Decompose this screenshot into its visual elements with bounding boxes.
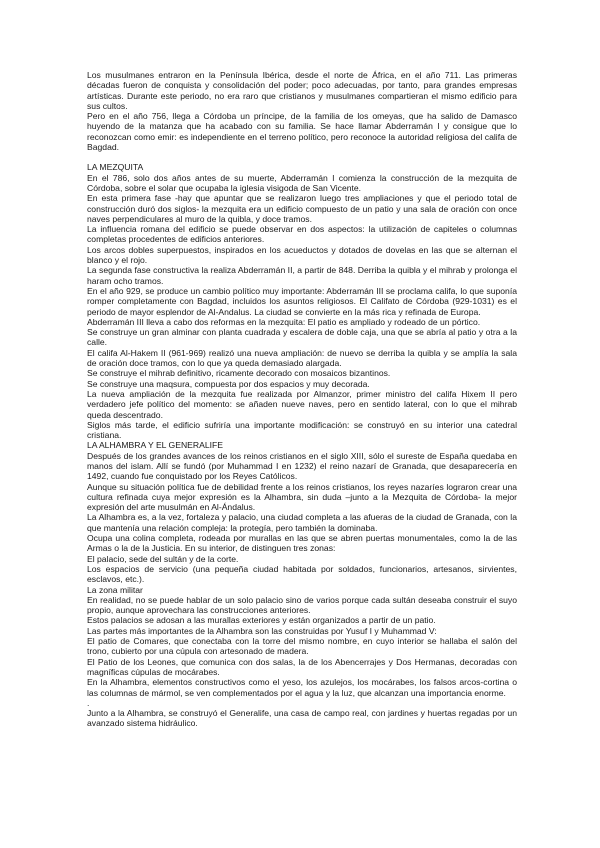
alhambra-paragraph: La zona militar bbox=[87, 584, 143, 595]
closing-paragraph: Junto a la Alhambra, se construyó el Generalife, una casa de campo real, con jardines y huertas regadas por un avanzado sistema hidráulico. bbox=[87, 707, 517, 729]
mezquita-paragraph: Abderramán III lleva a cabo dos reformas en la mezquita: El patio es ampliado y rodeado de un pórtico. bbox=[87, 316, 481, 327]
document-page bbox=[87, 70, 517, 728]
section-spacer bbox=[87, 152, 517, 162]
alhambra-heading: LA ALHAMBRA Y EL GENERALIFE bbox=[87, 440, 223, 451]
alhambra-paragraph: El patio de Comares, que conectaba con la torre del mismo nombre, en cuyo interior se hallaba el salón del trono, cubierto por una cúpula con artesonado de madera. bbox=[87, 636, 517, 657]
alhambra-paragraph: En la Alhambra, elementos constructivos como el yeso, los azulejos, los mocárabes, los falsos arcos-cortina o las columnas de mármol, se ven complementados por el agua y la luz, que alcanzan una importancia enorme. bbox=[87, 677, 517, 698]
alhambra-paragraph: Los espacios de servicio (una pequeña ciudad habitada por soldados, funcionarios, artesanos, sirvientes, esclavos, etc.). bbox=[87, 563, 517, 585]
mezquita-paragraph: Se construye un gran alminar con planta cuadrada y escalera de doble caja, una que se abría al patio y otra a la calle. bbox=[87, 327, 517, 348]
alhambra-paragraph: En realidad, no se puede hablar de un solo palacio sino de varios porque cada sultán deseaba construir el suyo propio, aunque aprovechara las construcciones anteriores. bbox=[87, 594, 517, 616]
mezquita-paragraph: Se construye el mihrab definitivo, ricamente decorado con mosaicos bizantinos. bbox=[87, 368, 391, 379]
intro-paragraph-2: Pero en el año 756, llega a Córdoba un príncipe, de la familia de los omeyas, que ha salido de Damasco huyendo de la matanza que ha acabado con su familia. Se hace llamar Abderramán I y consigue que lo reconozcan como emir: es independiente en el terreno político, pero reconoce la autoridad religiosa del califa de Bagdad. bbox=[87, 111, 517, 153]
intro-paragraph-1: Los musulmanes entraron en la Península Ibérica, desde el norte de África, en el año 711. Las primeras décadas fueron de conquista y consolidación del poder; poco adecuadas, por tanto, para grandes empresas artísticas. Durante este periodo, no era raro que cristianos y musulmanes compartieran el mismo edificio para sus cultos. bbox=[87, 70, 517, 111]
alhambra-paragraph: Ocupa una colina completa, rodeada por murallas en las que se abren puertas monumentales, como la de las Armas o la de la Justicia. En su interior, de distinguen tres zonas: bbox=[87, 533, 517, 554]
alhambra-paragraph: El Patio de los Leones, que comunica con dos salas, la de los Abencerrajes y Dos Hermanas, decoradas con magníficas cúpulas de mocárabes. bbox=[87, 656, 517, 677]
alhambra-paragraph: El palacio, sede del sultán y de la corte. bbox=[87, 553, 239, 564]
mezquita-paragraph: En el 786, solo dos años antes de su muerte, Abderramán I comienza la construcción de la mezquita de Córdoba, sobre el solar que ocupaba la iglesia visigoda de San Vicente. bbox=[87, 172, 517, 193]
mezquita-paragraph: Los arcos dobles superpuestos, inspirados en los acueductos y dotados de dovelas en las que se alternan el blanco y el rojo. bbox=[87, 244, 517, 266]
alhambra-paragraph: Aunque su situación política fue de debilidad frente a los reinos cristianos, los reyes nazaríes lograron crear una cultura refinada cuya mejor expresión es la Alhambra, sin duda –junto a la Mezquita de Córdoba- la mejor expresión del arte musulmán en Al-Ándalus. bbox=[87, 481, 517, 513]
mezquita-paragraph: La nueva ampliación de la mezquita fue realizada por Almanzor, primer ministro del califa Hixem II pero verdadero jefe político del momento: se añaden nueve naves, pero en sentido lateral, con lo que el mihrab queda descentrado. bbox=[87, 388, 517, 420]
mezquita-heading: LA MEZQUITA bbox=[87, 162, 144, 173]
alhambra-paragraph: Las partes más importantes de la Alhambra son las construidas por Yusuf I y Muhammad V: bbox=[87, 625, 437, 636]
mezquita-paragraph: Se construye una maqsura, compuesta por dos espacios y muy decorada. bbox=[87, 378, 370, 389]
mezquita-paragraph: En el año 929, se produce un cambio político muy importante: Abderramán III se proclama califa, lo que suponía romper completamente con Bagdad, incluidos los asuntos religiosos. El Califato de Córdoba (929-1031) es el periodo de mayor esplendor de Al-Andalus. La ciudad se convierte en la más rica y refinada de Europa. bbox=[87, 285, 517, 317]
mezquita-paragraph: La segunda fase constructiva la realiza Abderramán II, a partir de 848. Derriba la quibla y el mihrab y prolonga el haram ocho tramos. bbox=[87, 265, 517, 286]
mezquita-paragraph: La influencia romana del edificio se puede observar en dos aspectos: la utilización de capiteles o columnas completas procedentes de edificios anteriores. bbox=[87, 224, 517, 245]
stray-dot: . bbox=[87, 697, 90, 708]
alhambra-paragraph: La Alhambra es, a la vez, fortaleza y palacio, una ciudad completa a las afueras de la ciudad de Granada, con la que mantenía una relación compleja: la protegía, pero también la dominaba. bbox=[87, 512, 517, 533]
mezquita-paragraph: En esta primera fase -hay que apuntar que se realizaron luego tres ampliaciones y que el periodo total de construcción duró dos siglos- la mezquita era un edificio compuesto de un patio y una sala de oración con once naves perpendiculares al muro de la quibla, y doce tramos. bbox=[87, 193, 517, 224]
mezquita-paragraph: Siglos más tarde, el edificio sufriría una importante modificación: se construyó en su interior una catedral cristiana. bbox=[87, 419, 517, 441]
alhambra-paragraph: Después de los grandes avances de los reinos cristianos en el siglo XIII, sólo el sureste de España quedaba en manos del islam. Allí se fundó (por Muhammad I en 1232) el reino nazarí de Granada, que desaparecería en 1492, cuando fue conquistado por los Reyes Católicos. bbox=[87, 450, 517, 482]
mezquita-paragraph: El califa Al-Hakem II (961-969) realizó una nueva ampliación: de nuevo se derriba la quibla y se amplía la sala de oración doce tramos, con lo que ya queda demasiado alargada. bbox=[87, 347, 517, 369]
alhambra-paragraph: Estos palacios se adosan a las murallas exteriores y están organizados a partir de un patio. bbox=[87, 615, 436, 626]
